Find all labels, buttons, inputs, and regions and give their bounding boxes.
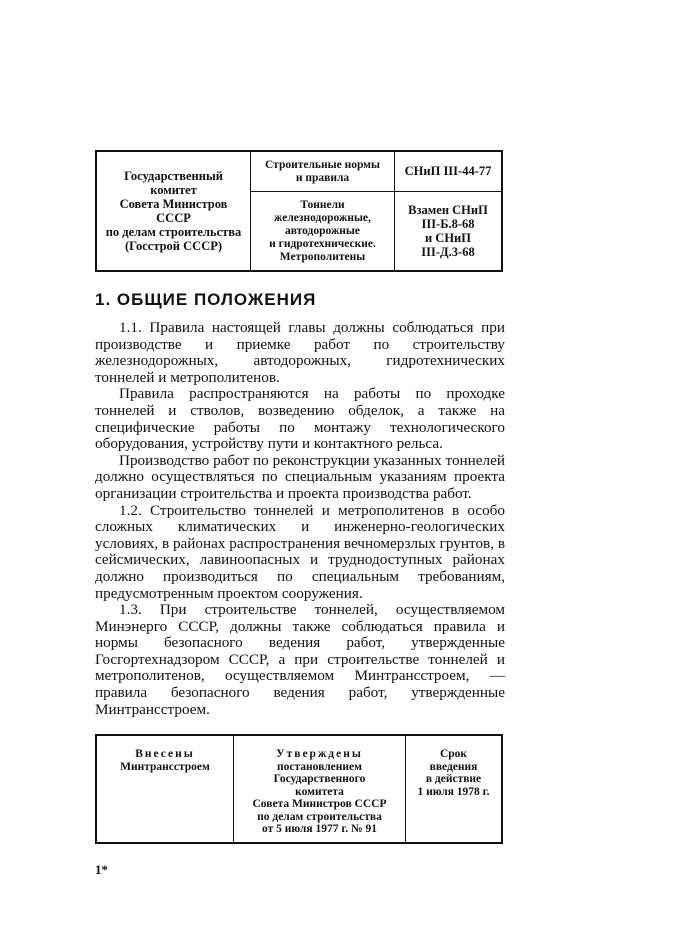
paragraph-1-3: 1.3. При строительстве тоннелей, осуществляемом Минэнерго СССР, должны также соблюдаться правила и нормы безопасного ведения работ, утвержденные Госгортехнадзором СССР, а при строительстве тоннелей и метрополитенов, осуществляемом Минтрансстроем, — правила безопасного ведения работ, утвержденные Минтрансстроем. xyxy=(95,601,505,718)
approved-text: постановлением Государственного комитета Совета Министров СССР по делам строительства от 5 июля 1977 г. № 91 xyxy=(252,760,387,835)
introduced-cell xyxy=(97,736,233,842)
paragraph-1-1: 1.1. Правила настоящей главы должны соблюдаться при производстве и приемке работ по строительству железнодорожных, автодорожных, гидротехнических тоннелей и метрополитенов. xyxy=(95,319,505,386)
issuing-organization: Государственный комитет Совета Министров СССР по делам строительства (Госстрой СССР) xyxy=(97,152,251,270)
header-table xyxy=(95,150,503,272)
approved-cell xyxy=(233,736,405,842)
introduced-label: Внесены xyxy=(135,748,195,760)
approved-label: Утверждены xyxy=(276,748,363,760)
footer-table xyxy=(95,734,503,844)
paragraph-1-2: 1.2. Строительство тоннелей и метрополитенов в особо сложных климатических и инженерно-геологических условиях, в районах распространения вечномерзлых грунтов, в сейсмических, лавиноопасных и труднодоступных районах должно производиться по специальным требованиям, предусмотренным проектом сооружения. xyxy=(95,501,505,602)
document-code: СНиП III-44-77 xyxy=(395,152,501,192)
page-mark: 1* xyxy=(95,862,108,877)
norms-label: Строительные нормы и правила xyxy=(251,152,395,192)
document-topic: Тоннели железнодорожные, автодорожные и гидротехнические. Метрополитены xyxy=(251,192,395,270)
effective-date: 1 июля 1978 г. xyxy=(417,785,490,798)
section-title: 1. ОБЩИЕ ПОЛОЖЕНИЯ xyxy=(95,290,317,309)
paragraph-reconstruction: Производство работ по реконструкции указанных тоннелей должно осуществляться по специальным указаниям проекта организации строительства и проекта производства работ. xyxy=(95,451,505,502)
paragraph-scope: Правила распространяются на работы по проходке тоннелей и стволов, возведению обделок, а также на специфические работы по монтажу технологического оборудования, устройству пути и контактного рельса. xyxy=(95,385,505,453)
effective-cell xyxy=(405,736,501,842)
effective-label: Срок введения в действие xyxy=(425,748,482,785)
body-text xyxy=(95,320,505,718)
introduced-by: Минтрансстроем xyxy=(120,760,210,773)
replaces-documents: Взамен СНиП III-Б.8-68 и СНиП III-Д.3-68 xyxy=(408,203,488,259)
